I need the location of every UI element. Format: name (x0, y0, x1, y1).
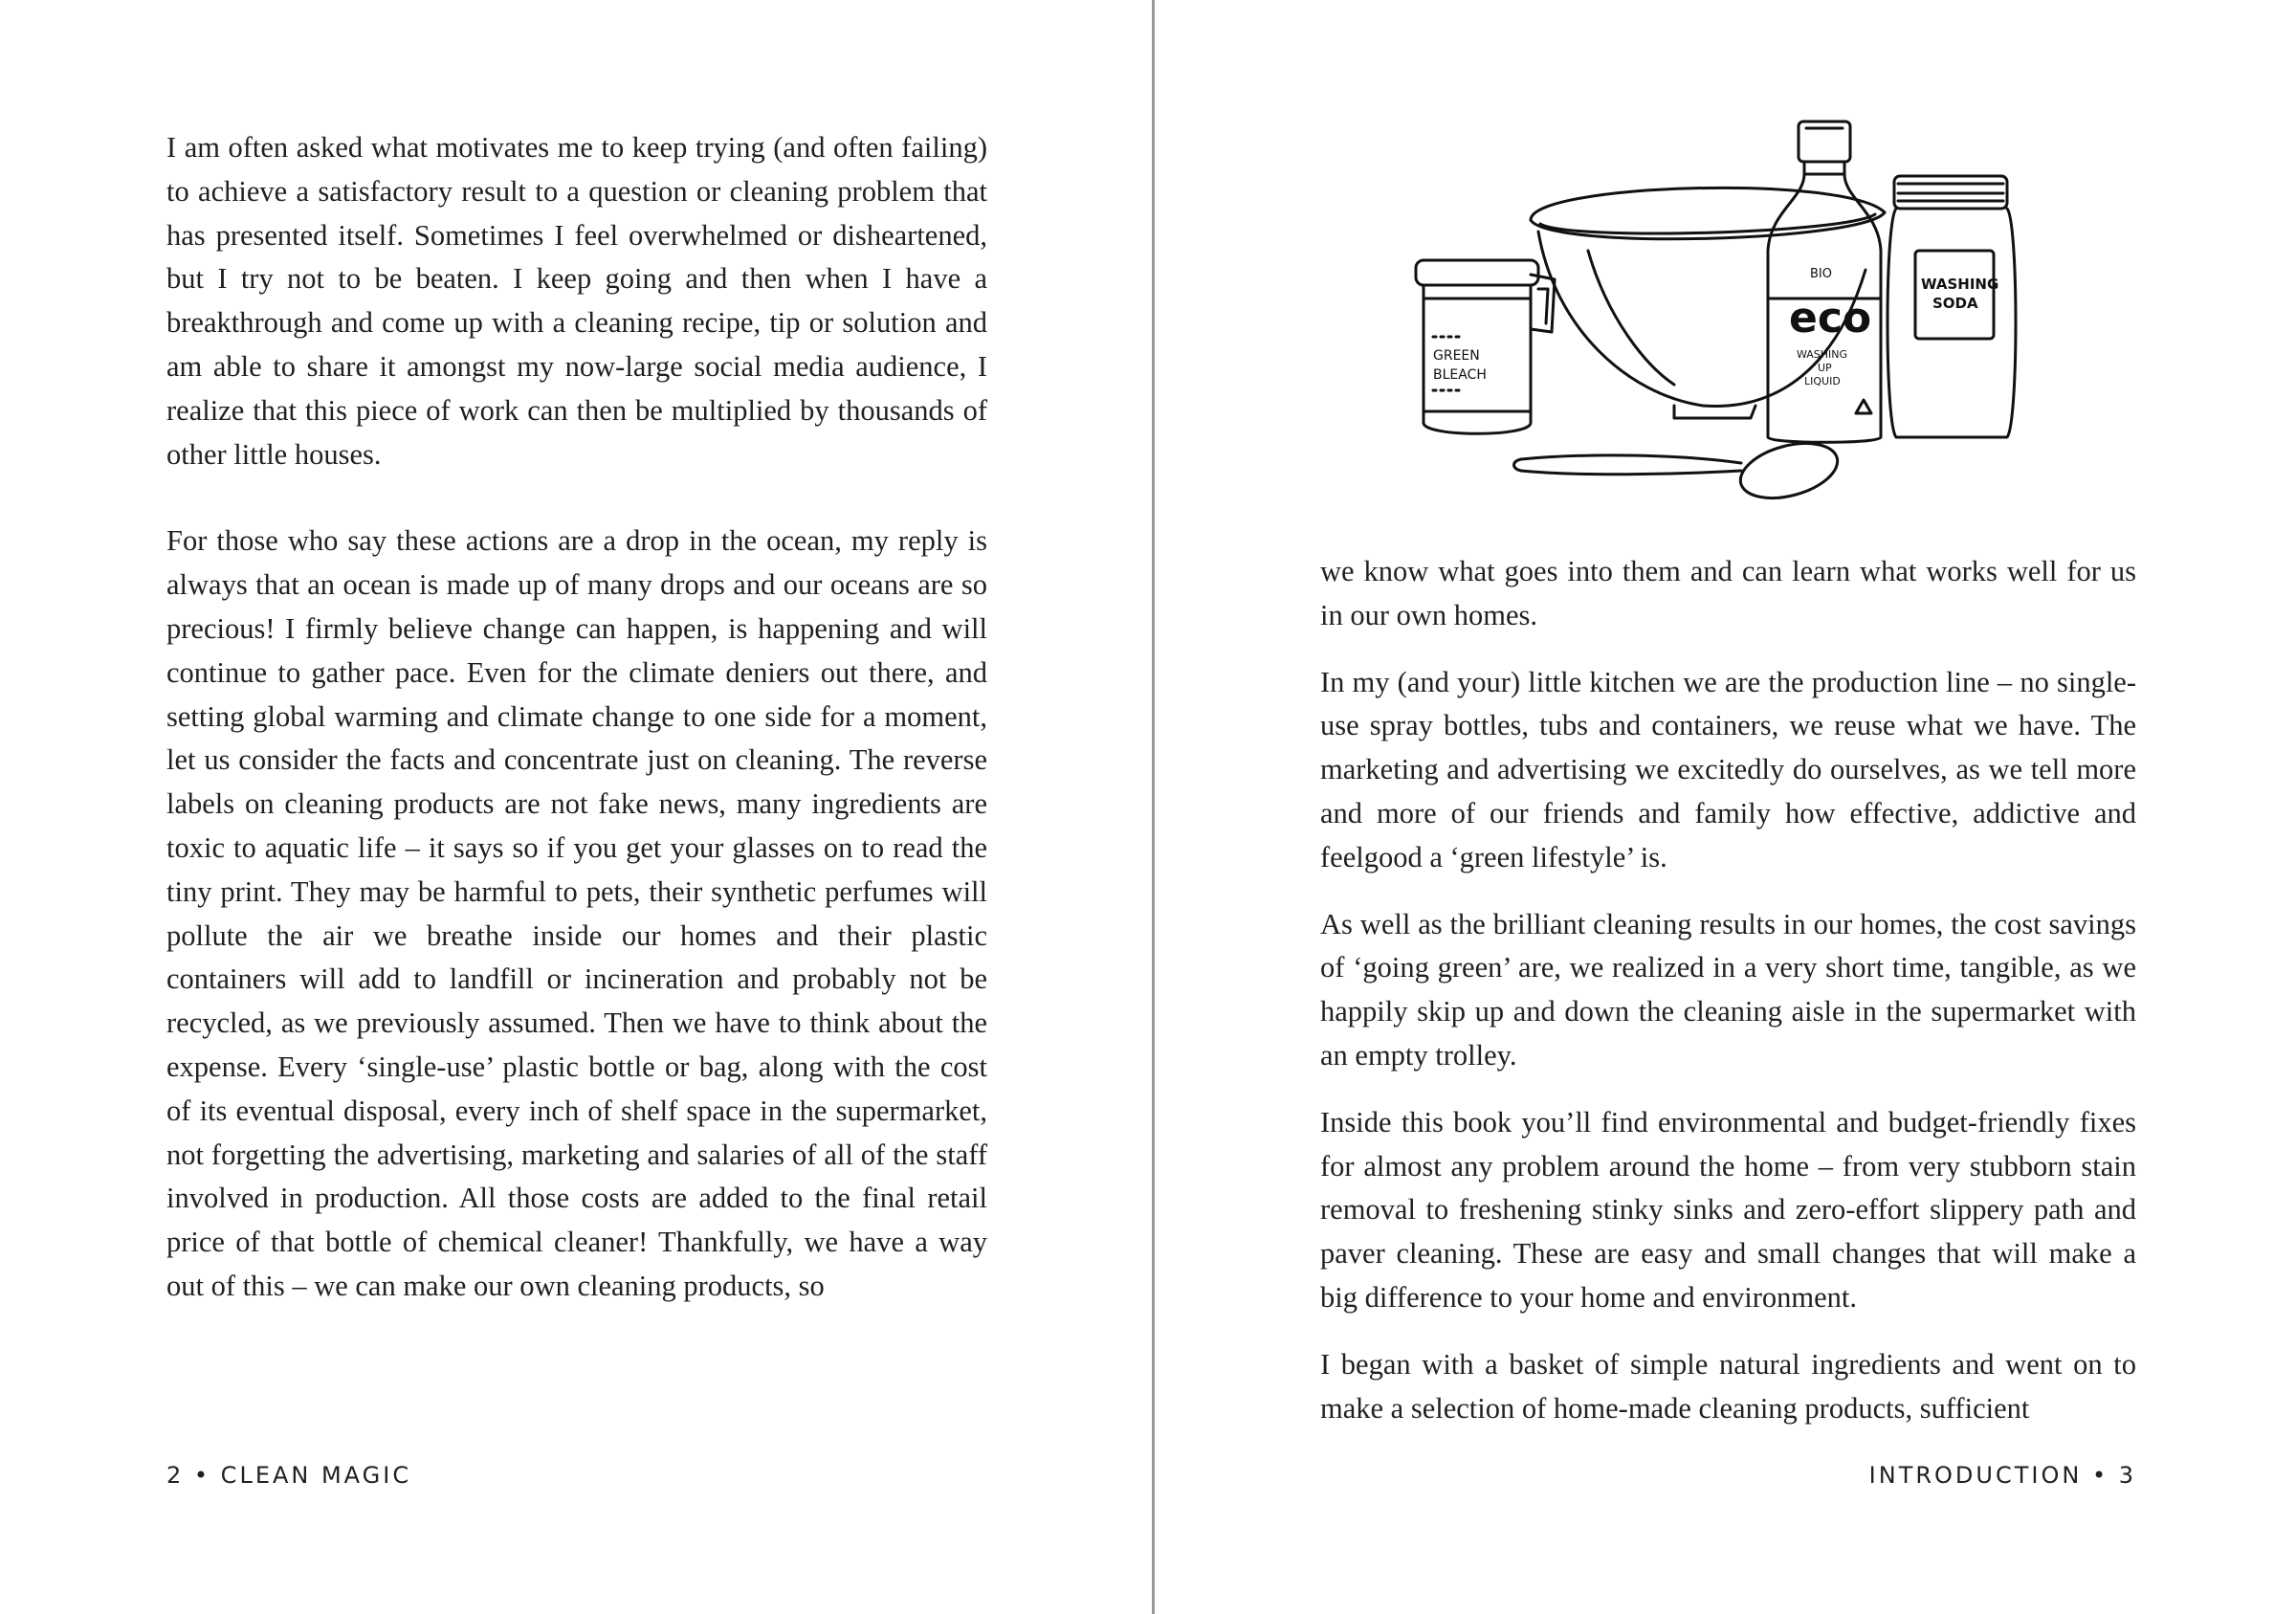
bottle-label-brand: eco (1789, 294, 1872, 343)
bottle-label-line: LIQUID (1804, 375, 1841, 387)
right-page (1155, 0, 2296, 1614)
paragraph: In my (and your) little kitchen we are the production line – no single-use spray bottles, tubs and containers, we reuse what we have. The marketing and advertising we excitedly do ourselves, as we tell more and more of our friends and family how effective, addictive and feelgood a ‘green lifestyle’ is. (1320, 665, 2136, 873)
paragraph: As well as the brilliant cleaning results in our homes, the cost savings of ‘going green’ are, we realized in a very short time, tangible, as we happily skip up and down the cleaning aisle in the supermarket with an empty trolley. (1320, 907, 2136, 1072)
bottle-label-line: WASHING (1797, 348, 1848, 361)
paragraph: I began with a basket of simple natural ingredients and went on to make a selection of home-made cleaning products, sufficient (1320, 1347, 2136, 1425)
cleaning-supplies-illustration (1387, 107, 2028, 528)
tub-label-line: WASHING (1921, 276, 1999, 293)
tub-icon (1888, 176, 2016, 437)
bottle-label-top: BIO (1810, 267, 1832, 281)
left-folio: 2 • CLEAN MAGIC (166, 1462, 412, 1489)
jar-label-line: GREEN (1433, 348, 1480, 364)
right-folio: INTRODUCTION • 3 (1868, 1462, 2136, 1489)
spoon-icon (1514, 433, 1843, 507)
bottle-label-line: UP (1818, 362, 1832, 374)
bottle-icon (1768, 122, 1881, 442)
paragraph: For those who say these actions are a drop in the ocean, my reply is always that an ocean is made up of many drops and our oceans are so precious! I firmly believe change can happen, is happening and will continue to gather pace. Even for the climate deniers out there, and setting global warming and climate change to one side for a moment, let us consider the facts and concentrate just on cleaning. The reverse labels on cleaning products are not fake news, many ingredients are toxic to aquatic life – it says so if you get your glasses on to read the tiny print. They may be harmful to pets, their synthetic perfumes will pollute the air we breathe inside our homes and their plastic containers will add to landfill or incineration and probably not be recycled, as we previously assumed. Then we have to think about the expense. Every ‘single-use’ plastic bottle or bag, along with the cost of its eventual disposal, every inch of shelf space in the supermarket, not forgetting the advertising, marketing and salaries of all of the staff involved in production. All those costs are added to the final retail price of that bottle of chemical cleaner! Thankfully, we have a way out of this – we can make our own cleaning products, so (166, 524, 987, 1302)
tub-label-line: SODA (1932, 295, 1978, 312)
paragraph: I am often asked what motivates me to keep trying (and often failing) to achieve a satisfactory result to a question or cleaning problem that has presented itself. Sometimes I feel overwhelmed or disheartened, but I try not to be beaten. I keep going and then when I have a breakthrough and come up with a cleaning recipe, tip or solution and am able to share it amongst my now-large social media audience, I realize that this piece of work can then be multiplied by thousands of other little houses. (166, 131, 987, 471)
paragraph: we know what goes into them and can learn what works well for us in our own homes. (1320, 555, 2136, 631)
paragraph: Inside this book you’ll find environmental and budget-friendly fixes for almost any problem around the home – from very stubborn stain removal to freshening stinky sinks and zero-effort slippery path and paver cleaning. These are easy and small changes that will make a big difference to your home and environment. (1320, 1105, 2136, 1314)
right-page-body (1320, 550, 2136, 1430)
jar-icon (1416, 260, 1555, 433)
jar-label-line: BLEACH (1433, 367, 1487, 383)
left-page-body (166, 126, 987, 1309)
